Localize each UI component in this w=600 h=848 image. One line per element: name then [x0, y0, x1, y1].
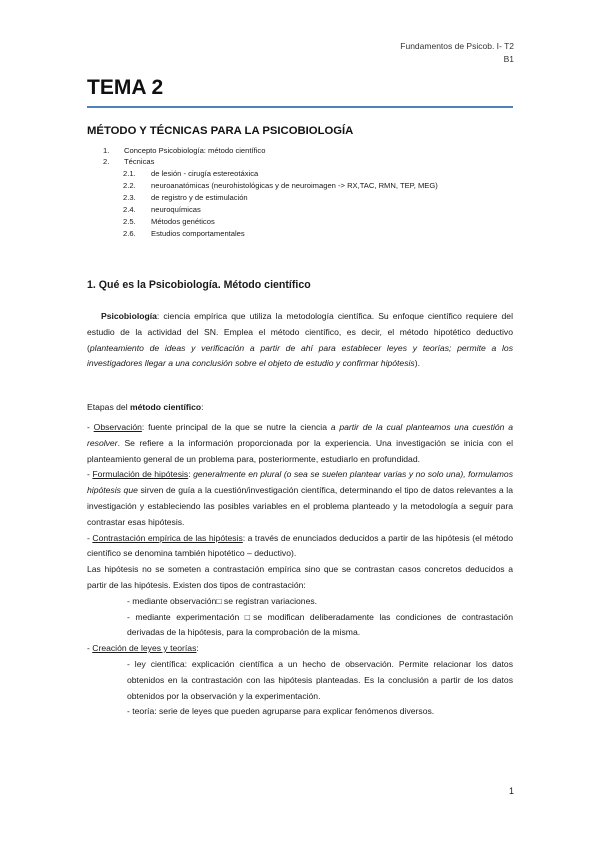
document-page: Fundamentos de Psicob. I- T2 B1 TEMA 2 MÉTODO Y TÉCNICAS PARA LA PSICOBIOLOGÍA 1. Concepto Psicobiología: método científico 2. Técnicas 2.1. de lesión - cirugía estereotáxica 2.2. neuroanatómicas (neurohistológicas y de neuroimagen -> RX,TAC, RMN, TEP, MEG) 2.3. de registro y de estimulación 2.4. neuroquímicas 2.5. Métodos genéticos 2.6. Estudios comportamentales 1. Qué es la Psicobiología. Método científico Psicobiología: ciencia empírica que utiliza la metodología científica. Su enfoque científico requiere del estudio de la actividad del SN. Emplea el método científico, es decir, el método hipotético deductivo (planteamiento de ideas y verificación a partir de ahí para establecer leyes y teorías; permite a los investigadores llegar a una conclusión sobre el objeto de estudio y confirmar hipótesis). Etapas del método científico: - Observación: fuente principal de la que se nutre la ciencia a partir de la cual planteamos una cuestión a resolver. Se refiere a la información proporcionada por la experiencia. Una investigación se inicia con el planteamiento general de un problema para, posteriormente, estudiarlo en profundidad. - Formulación de hipótesis: generalmente en plural (o sea se suelen plantear varias y no solo una), formulamos hipótesis que sirven de guía a la cuestión/investigación científica, determinando el tipo de datos relevantes a la investigación y estableciendo las posibles variables en el problema planteado y la metodología a seguir para contrastar esas hipótesis. - Contrastación empírica de las hipótesis: a través de enunciados deducidos a partir de las hipótesis (el método científico se denomina también hipotético – deductivo). Las hipótesis no se someten a contrastación empírica sino que se contrastan casos concretos deducidos a partir de las hipótesis. Existen dos tipos de contrastación: - mediante observación□ se registran variaciones. - mediante experimentación □se modifican deliberadamente las condiciones de contrastación derivadas de la hipótesis, para la comprobación de la misma. - Creación de leyes y teorías: - ley científica: explicación científica a un hecho de observación. Permite relacionar los datos obtenidos en la contrastación con las hipótesis planteadas. Es la conclusión a partir de los datos obtenidos por la observación y la experimentación. - teoría: serie de leyes que pueden agruparse para explicar fenómenos diversos. 1	[87, 41, 514, 796]
step-contrastacion: - Contrastación empírica de las hipótesis: a través de enunciados deducidos a partir de las hipótesis (el método científico se denomina también hipotético – deductivo).	[87, 532, 513, 559]
header-group: B1	[503, 54, 514, 64]
steps-label: Etapas del método científico:	[87, 402, 204, 412]
header-course: Fundamentos de Psicob. I- T2	[400, 41, 514, 51]
step-formulacion: - Formulación de hipótesis: generalmente en plural (o sea se suelen plantear varias y no solo una), formulamos hipótesis que sirven de guía a la cuestión/investigación científica, determinando el tipo de datos relevantes a la investigación y estableciendo las posibles variables en el problema planteado y la metodología a seguir para contrastar esas hipótesis.	[87, 469, 514, 527]
contrastacion-type: - mediante experimentación □se modifican deliberadamente las condiciones de contrastación derivadas de la hipótesis, para la comprobación de la misma.	[127, 611, 513, 638]
section-heading: 1. Qué es la Psicobiología. Método científico	[87, 279, 311, 291]
contrastacion-detail: Las hipótesis no se someten a contrastación empírica sino que se contrastan casos concretos deducidos a partir de las hipótesis. Existen dos tipos de contrastación:	[87, 564, 513, 590]
creacion-item: - teoría: serie de leyes que pueden agruparse para explicar fenómenos diversos.	[127, 706, 435, 717]
page-number: 1	[508, 786, 514, 796]
step-observacion: - Observación: fuente principal de la que se nutre la ciencia a partir de la cual planteamos una cuestión a resolver. Se refiere a la información proporcionada por la experiencia. Una investigación se inicia con el planteamiento general de un problema para, posteriormente, estudiarlo en profundidad.	[87, 422, 513, 464]
steps-list	[87, 420, 513, 720]
title-rule	[87, 106, 513, 108]
step-creacion: - Creación de leyes y teorías:	[87, 643, 199, 654]
chapter-title: TEMA 2	[87, 76, 164, 99]
running-header	[400, 40, 514, 66]
intro-paragraph: Psicobiología: ciencia empírica que utiliza la metodología científica. Su enfoque científico requiere del estudio de la actividad del SN. Emplea el método científico, es decir, el método hipotético deductivo (planteamiento de ideas y verificación a partir de ahí para establecer leyes y teorías; permite a los investigadores llegar a una conclusión sobre el objeto de estudio y confirmar hipótesis).	[87, 311, 513, 369]
section-title: MÉTODO Y TÉCNICAS PARA LA PSICOBIOLOGÍA	[87, 125, 354, 137]
contrastacion-type: - mediante observación□ se registran variaciones.	[127, 595, 318, 606]
creacion-item: - ley científica: explicación científica a un hecho de observación. Permite relacionar los datos obtenidos en la contrastación con las hipótesis planteadas. Es la conclusión a partir de los datos obtenidos por la observación y la experimentación.	[127, 658, 513, 701]
